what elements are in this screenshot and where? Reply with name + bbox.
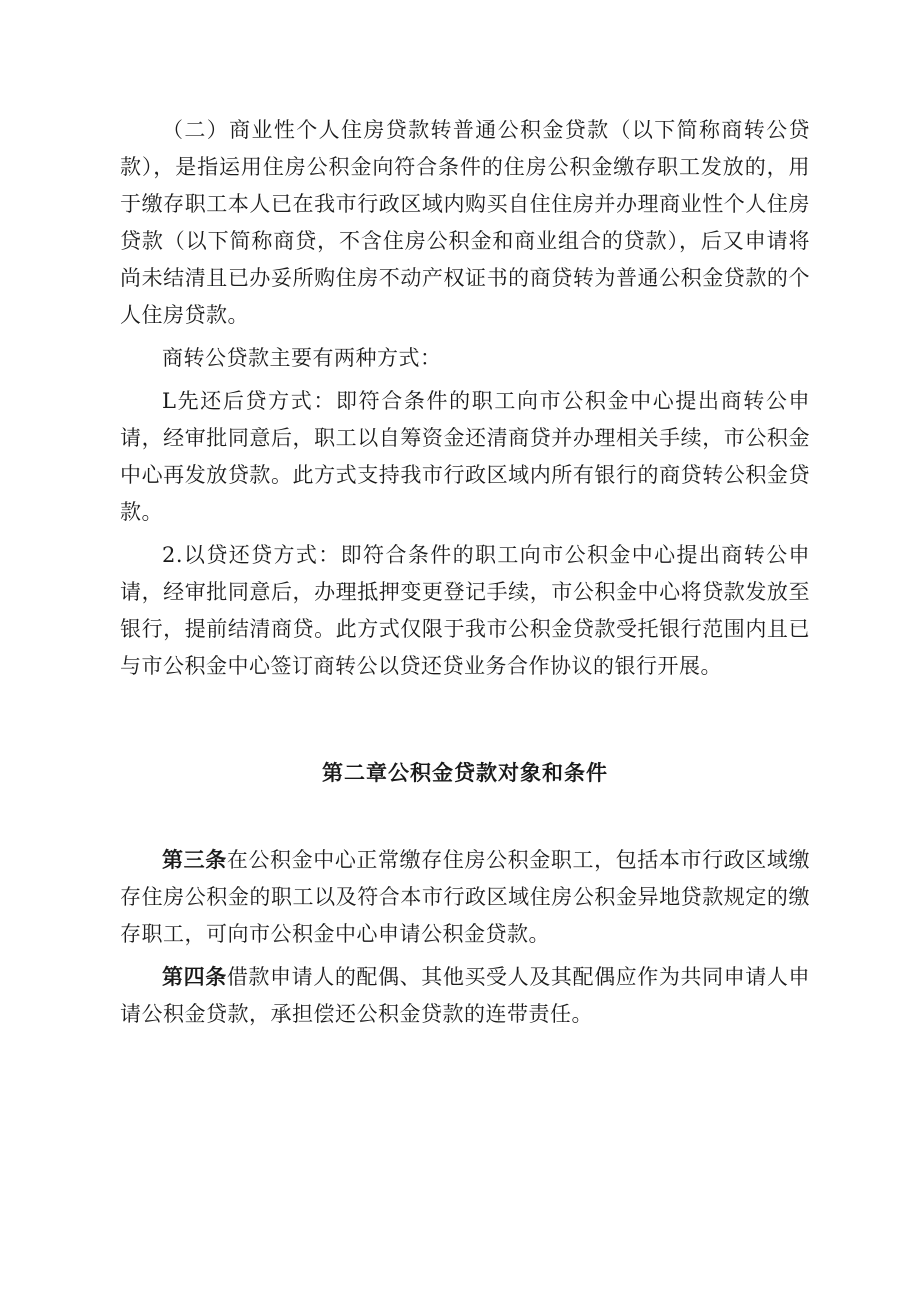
chapter-heading: 第二章公积金贷款对象和条件: [322, 761, 608, 785]
document-page: [120, 112, 810, 1033]
paragraph-method-2: 2.以贷还贷方式：即符合条件的职工向市公积金中心提出商转公申请，经审批同意后，办理抵押变更登记手续，市公积金中心将贷款发放至银行，提前结清商贷。此方式仅限于我市公积金贷款受托银行范围内且已与市公积金中心签订商转公以贷还贷业务合作协议的银行开展。: [120, 543, 810, 678]
paragraph-method-1: L先还后贷方式：即符合条件的职工向市公积金中心提出商转公申请，经审批同意后，职工以自筹资金还清商贷并办理相关手续，市公积金中心再发放贷款。此方式支持我市行政区域内所有银行的商贷转公积金贷款。: [120, 389, 810, 524]
article-3-number: 第三条: [162, 848, 227, 872]
article-3: [120, 842, 810, 953]
article-4-number: 第四条: [162, 965, 227, 989]
article-4-text: 借款申请人的配偶、其他买受人及其配偶应作为共同申请人申请公积金贷款，承担偿还公积金贷款的连带责任。: [120, 965, 810, 1026]
paragraph-loan-definition: （二）商业性个人住房贷款转普通公积金贷款（以下简称商转公贷款），是指运用住房公积金向符合条件的住房公积金缴存职工发放的，用于缴存职工本人已在我市行政区域内购买自住住房并办理商业性个人住房贷款（以下简称商贷，不含住房公积金和商业组合的贷款），后又申请将尚未结清且已办妥所购住房不动产权证书的商贷转为普通公积金贷款的个人住房贷款。: [120, 118, 810, 327]
article-4: [120, 959, 810, 1033]
article-3-text: 在公积金中心正常缴存住房公积金职工，包括本市行政区域缴存住房公积金的职工以及符合本市行政区域住房公积金异地贷款规定的缴存职工，可向市公积金中心申请公积金贷款。: [120, 848, 810, 946]
paragraph-methods-intro: 商转公贷款主要有两种方式：: [162, 346, 442, 370]
